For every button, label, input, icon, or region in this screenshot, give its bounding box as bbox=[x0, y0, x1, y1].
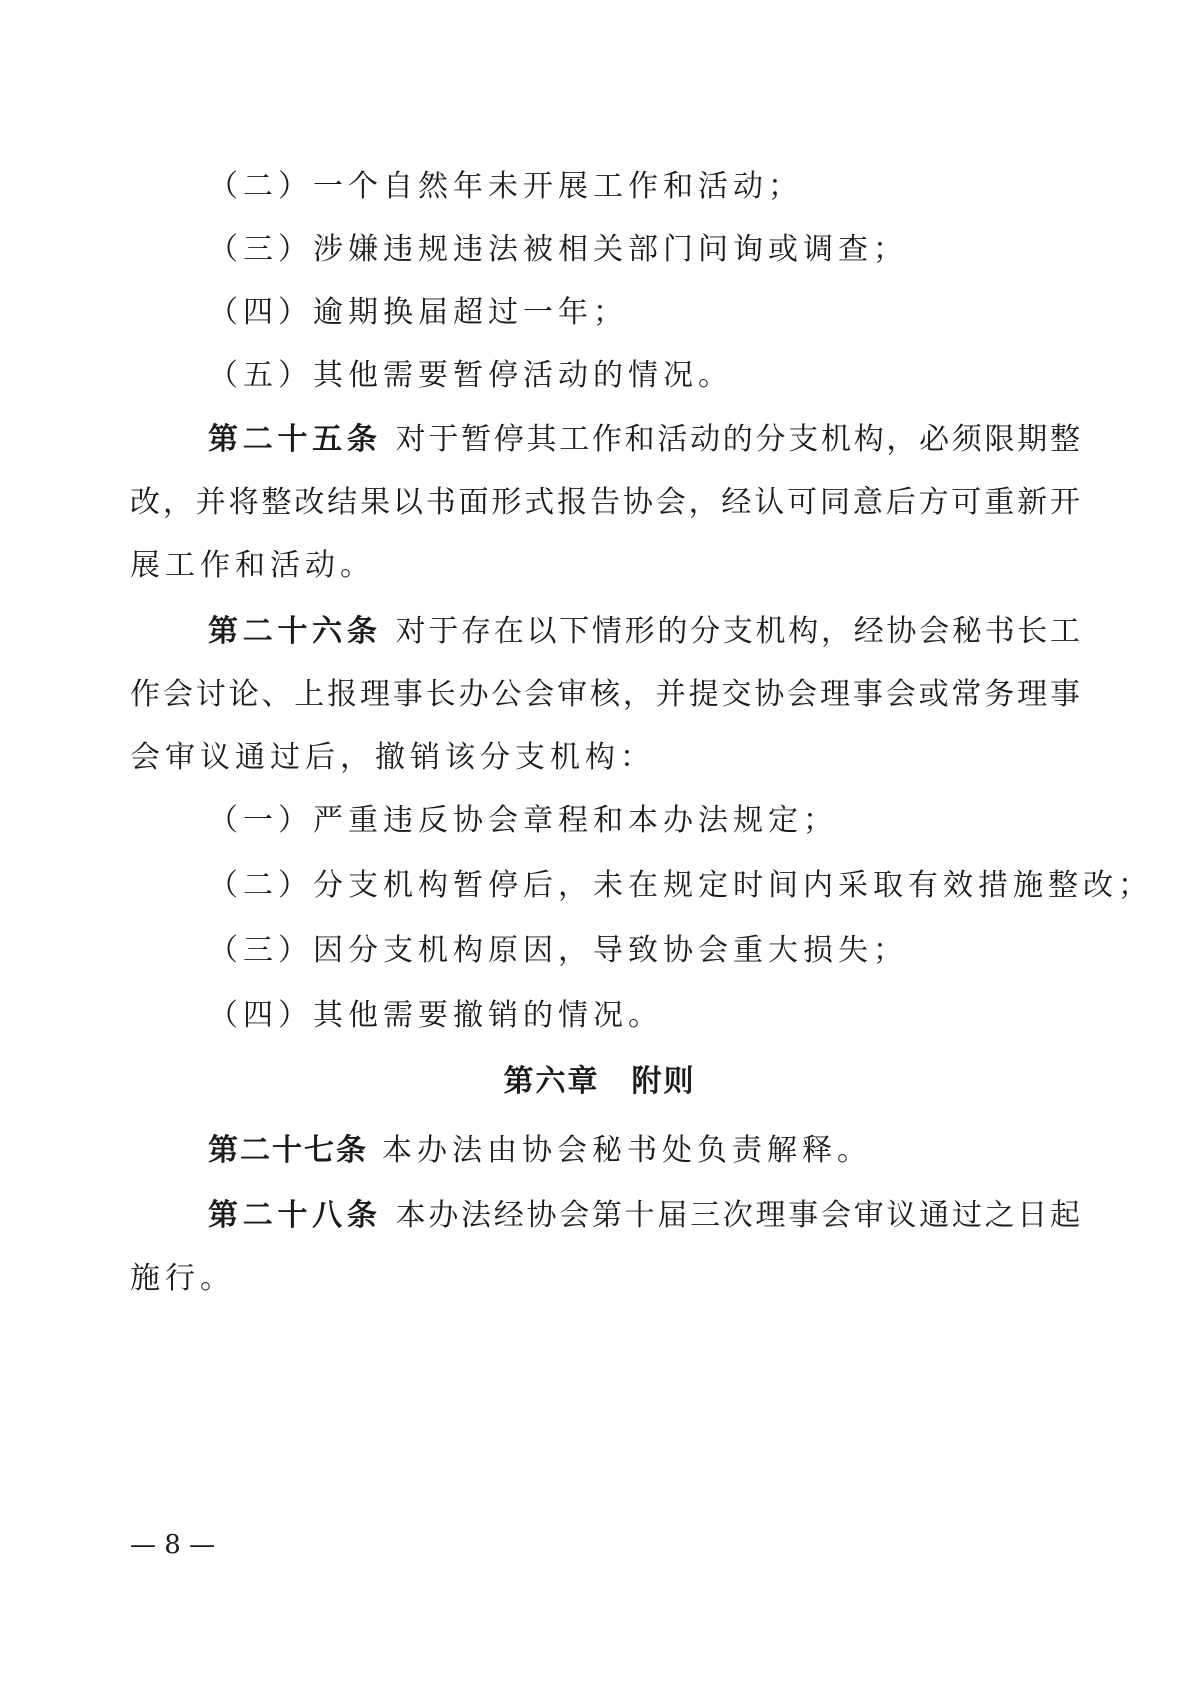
list-item: （四）逾期换届超过一年； bbox=[208, 295, 628, 330]
article-26-line-3: 会审议通过后，撤销该分支机构： bbox=[130, 740, 655, 775]
article-25-line-2: 改，并将整改结果以书面形式报告协会，经认可同意后方可重新开 bbox=[130, 485, 1080, 520]
article-28-line-1 bbox=[208, 1196, 1080, 1236]
article-heading: 第二十六条 bbox=[208, 614, 382, 649]
article-text: 对于暂停其工作和活动的分支机构，必须限期整 bbox=[395, 422, 1081, 457]
article-text: 对于存在以下情形的分支机构，经协会秘书长工 bbox=[395, 614, 1081, 649]
article-25-line-3: 展工作和活动。 bbox=[130, 548, 375, 583]
article-text: 本办法经协会第十届三次理事会审议通过之日起 bbox=[395, 1198, 1081, 1233]
list-item: （二）一个自然年未开展工作和活动； bbox=[208, 169, 803, 204]
article-25-line-1 bbox=[208, 420, 1080, 460]
page-number: — 8 — bbox=[130, 1530, 216, 1560]
list-item: （二）分支机构暂停后，未在规定时间内采取有效措施整改； bbox=[208, 868, 1153, 903]
article-26-line-1 bbox=[208, 612, 1080, 652]
article-heading: 第二十五条 bbox=[208, 422, 382, 457]
article-26-line-2: 作会讨论、上报理事长办公会审核，并提交协会理事会或常务理事 bbox=[130, 677, 1080, 712]
chapter-title: 第六章 附则 bbox=[503, 1064, 696, 1099]
list-item: （一）严重违反协会章程和本办法规定； bbox=[208, 803, 838, 838]
article-28-line-2: 施行。 bbox=[130, 1261, 235, 1296]
list-item: （五）其他需要暂停活动的情况。 bbox=[208, 358, 733, 393]
list-item: （四）其他需要撤销的情况。 bbox=[208, 998, 663, 1033]
list-item: （三）涉嫌违规违法被相关部门问询或调查； bbox=[208, 232, 908, 267]
article-heading: 第二十八条 bbox=[208, 1198, 382, 1233]
list-item: （三）因分支机构原因，导致协会重大损失； bbox=[208, 933, 908, 968]
article-heading: 第二十七条 bbox=[208, 1133, 368, 1168]
article-27-line-1 bbox=[208, 1131, 1158, 1171]
article-text: 本办法由协会秘书处负责解释。 bbox=[382, 1133, 872, 1168]
